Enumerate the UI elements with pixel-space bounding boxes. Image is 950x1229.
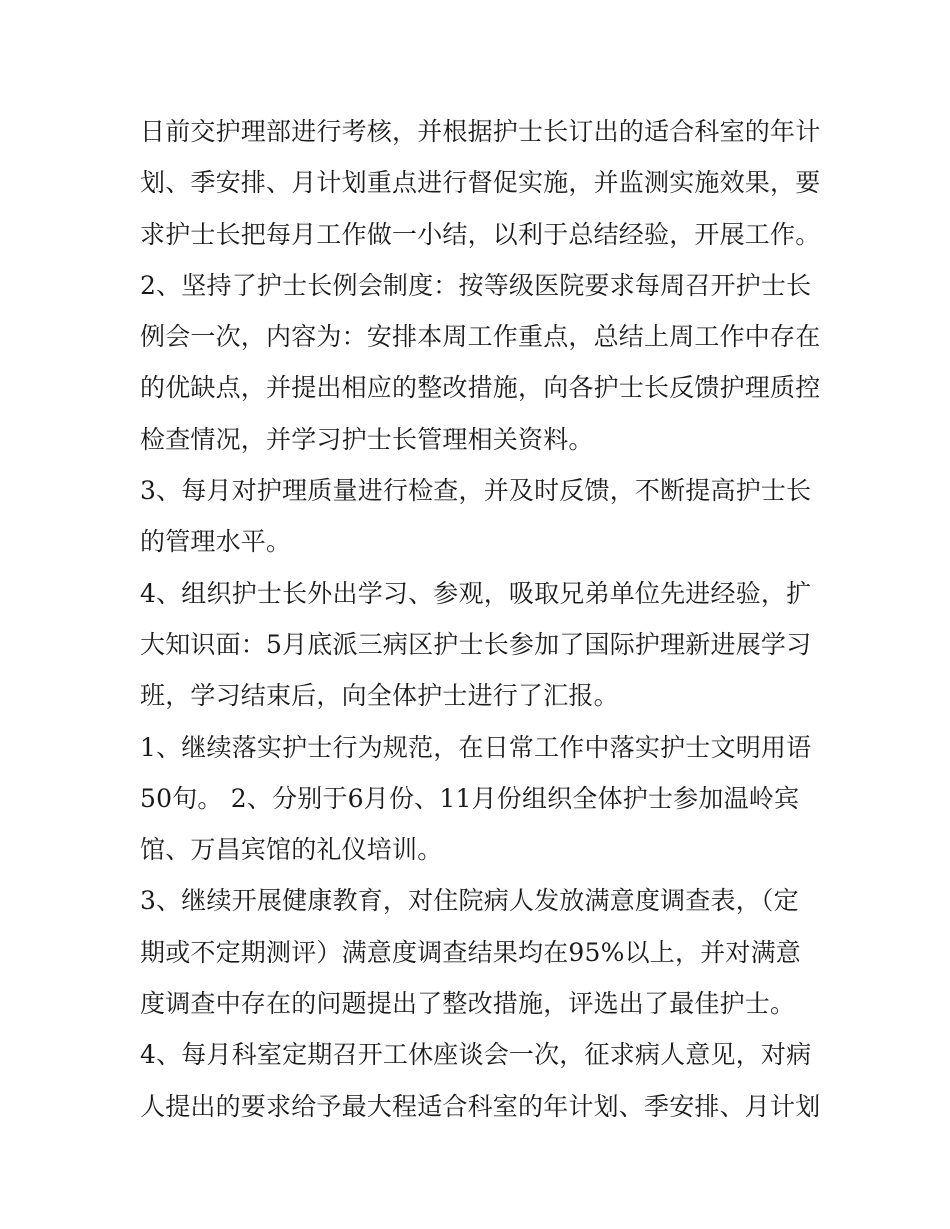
text-line: 检查情况，并学习护士长管理相关资料。	[140, 424, 594, 454]
text-line: 日前交护理部进行考核，并根据护士长订出的适合科室的年计	[140, 117, 821, 146]
text-line: 期或不定期测评）满意度调查结果均在95%以上，并对满意	[140, 937, 801, 967]
text-line: 度调查中存在的问题提出了整改措施，评选出了最佳护士。	[140, 989, 796, 1019]
text-line: 3、继续开展健康教育，对住院病人发放满意度调查表，（定	[140, 886, 799, 916]
text-line: 50句。 2、分别于6月份、11月份组织全体护士参加温岭宾	[140, 783, 800, 813]
text-line: 的管理水平。	[140, 527, 292, 557]
text-line: 班，学习结束后，向全体护士进行了汇报。	[140, 681, 619, 711]
text-line: 4、组织护士长外出学习、参观，吸取兄弟单位先进经验，扩	[140, 578, 812, 608]
text-line: 1、继续落实护士行为规范，在日常工作中落实护士文明用语	[140, 732, 812, 762]
text-line: 2、坚持了护士长例会制度：按等级医院要求每周召开护士长	[140, 270, 812, 300]
text-line: 求护士长把每月工作做一小结，以利于总结经验，开展工作。	[140, 219, 821, 249]
text-line: 3、每月对护理质量进行检查，并及时反馈，不断提高护士长	[140, 476, 812, 506]
text-line: 大知识面：5月底派三病区护士长参加了国际护理新进展学习	[140, 629, 812, 659]
document-body	[140, 106, 821, 1132]
text-line: 例会一次，内容为：安排本周工作重点，总结上周工作中存在	[140, 322, 821, 352]
text-line: 的优缺点，并提出相应的整改措施，向各护士长反馈护理质控	[140, 373, 821, 403]
text-line: 馆、万昌宾馆的礼仪培训。	[140, 835, 443, 865]
text-line: 划、季安排、月计划重点进行督促实施，并监测实施效果，要	[140, 168, 821, 198]
text-line: 4、每月科室定期召开工休座谈会一次，征求病人意见，对病	[140, 1040, 812, 1070]
text-line: 人提出的要求给予最大程适合科室的年计划、季安排、月计划	[140, 1091, 821, 1121]
